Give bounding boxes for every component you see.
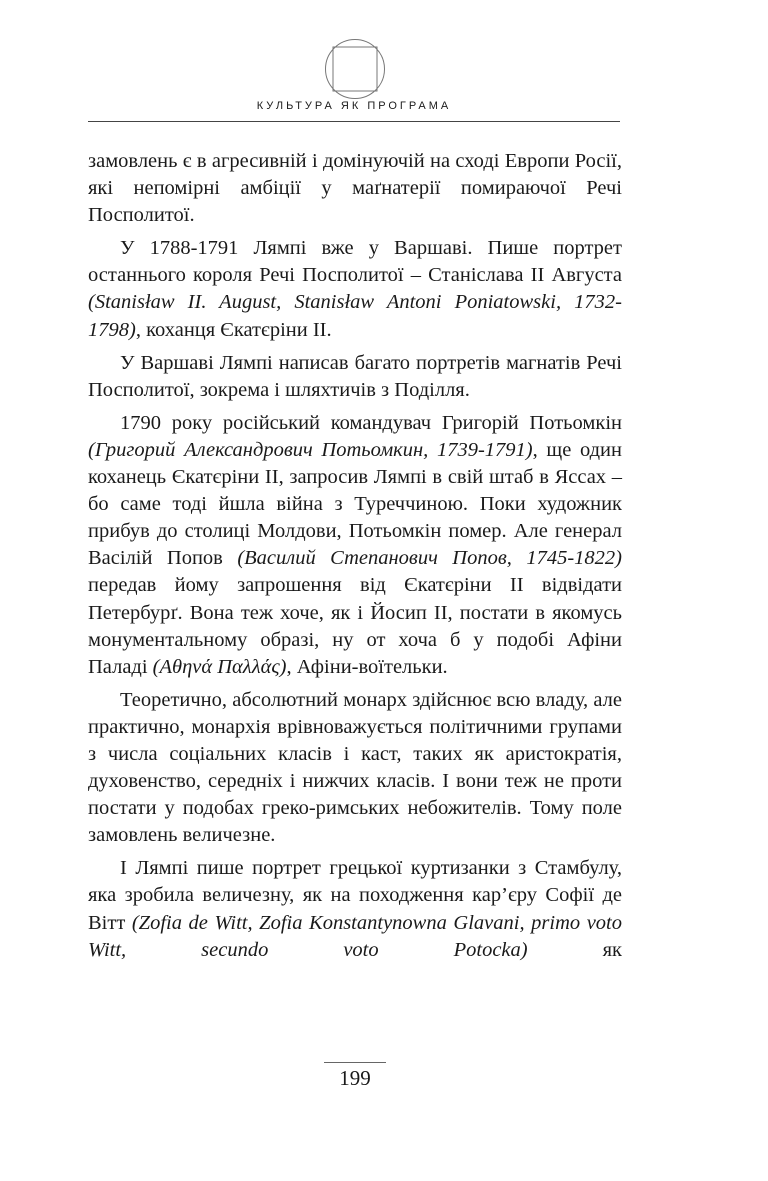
paragraph-text: Теоретично, абсолютний монарх здійснює всю владу, але практично, монархія врівноважується політичними групами з числа соціальних класів і каст, таких як аристократія, духовенство, середніх і нижчих класів. І вони теж не проти постати у подобах греко-римських небожителів. Тому поле замовлень величезне. [88,688,622,847]
paragraph-text: замовлень є в агресивній і домінуючій на сході Европи Росії, які непомірні амбіції у маґнатерії помираючої Речі Посполитої. [88,150,622,227]
italic-name: (Zofia de Witt, Zofia Konstantynowna Glavani, primo voto Witt, secundo voto Potocka) [88,911,622,961]
paragraph-text: передав йому запрошення від Єкатєріни ІІ відвідати Петербурґ. Вона теж хоче, як і Йосип ІІ, постати в якомусь монументальному образі, ну от хоча б у подобі Афіни Паладі [88,574,622,678]
paragraph [88,235,622,343]
paragraph [88,855,622,963]
paragraph-text: як [527,938,622,961]
page-number: 199 [324,1062,386,1091]
paragraph-text: У 1788-1791 Лямпі вже у Варшаві. Пише портрет останнього короля Речі Посполитої – Станіслава ІІ Августа [88,237,622,287]
italic-name: (Stanisław II. August, Stanisław Antoni Poniatowski, 1732-1798) [88,291,622,341]
header-rule [88,121,620,122]
paragraph-text: , Афіни-воїтельки. [286,655,448,678]
paragraph-text: У Варшаві Лямпі написав багато портретів магнатів Речі Посполитої, зокрема і шляхтичів з Поділля. [88,351,622,401]
italic-name: (Αθηνά Παλλάς) [152,655,287,678]
paragraph-text: , ще один коханець Єкатєріни ІІ, запросив Лямпі в свій штаб в Яссах – бо саме тоді йшла війна з Туреччиною. Поки художник прибув до столиці Молдови, Потьомкін помер. Але генерал Васілій Попов [88,438,623,570]
italic-name: (Григорий Александрович Потьомкин, 1739-1791) [88,438,533,461]
running-head: КУЛЬТУРА ЯК ПРОГРАМА [256,100,452,112]
italic-name: (Василий Степанович Попов, 1745-1822) [237,547,622,570]
paragraph [88,148,622,229]
paragraph [88,410,622,681]
circle-square-icon [324,38,386,100]
page-body [88,148,622,970]
paragraph [88,687,622,850]
paragraph-text: І Лямпі пише портрет грецької куртизанки з Стамбулу, яка зробила величезну, як на походження кар’єру Софії де Вітт [88,857,622,934]
paragraph-text: 1790 року російський командувач Григорій Потьомкін [120,411,622,434]
paragraph [88,350,622,404]
paragraph-text: , коханця Єкатєріни ІІ. [135,318,332,341]
